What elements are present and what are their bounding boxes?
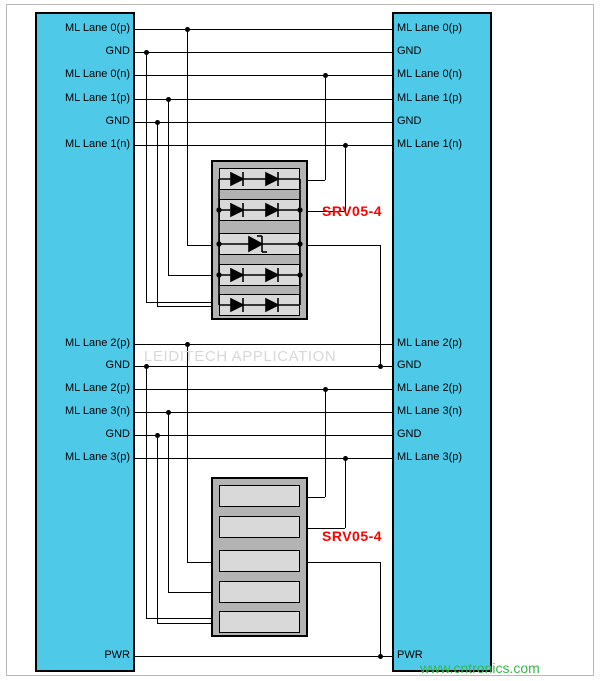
watermark-text: LEIDITECH APPLICATION xyxy=(144,348,337,365)
left-pin-label-11: ML Lane 3(p) xyxy=(64,451,130,463)
right-pin-label-1: GND xyxy=(397,45,422,57)
tvs-bottom-cell-5 xyxy=(219,611,300,633)
right-pin-label-12: PWR xyxy=(397,649,423,661)
site-watermark: www.cntronics.com xyxy=(420,660,540,676)
right-pin-label-8: ML Lane 2(p) xyxy=(397,382,463,394)
left-pin-label-6: ML Lane 2(p) xyxy=(64,337,130,349)
right-pin-label-6: ML Lane 2(p) xyxy=(397,337,463,349)
right-pin-label-0: ML Lane 0(p) xyxy=(397,22,463,34)
left-pin-label-12: PWR xyxy=(104,649,130,661)
right-pin-label-5: ML Lane 1(n) xyxy=(397,138,463,150)
left-pin-label-5: ML Lane 1(n) xyxy=(64,138,130,150)
right-pin-label-10: GND xyxy=(397,428,422,440)
right-pin-label-11: ML Lane 3(p) xyxy=(397,451,463,463)
left-pin-label-3: ML Lane 1(p) xyxy=(64,92,130,104)
left-pin-label-8: ML Lane 2(p) xyxy=(64,382,130,394)
left-pin-label-1: GND xyxy=(105,45,130,57)
right-pin-label-2: ML Lane 0(n) xyxy=(397,68,463,80)
tvs-bottom-cell-1 xyxy=(219,485,300,507)
part-label-top: SRV05-4 xyxy=(322,203,383,219)
left-pin-label-10: GND xyxy=(105,428,130,440)
tvs-bottom-cell-4 xyxy=(219,581,300,603)
left-pin-label-4: GND xyxy=(105,115,130,127)
part-label-bottom: SRV05-4 xyxy=(322,528,383,544)
left-pin-label-7: GND xyxy=(105,359,130,371)
left-pin-label-2: ML Lane 0(n) xyxy=(64,68,130,80)
right-pin-label-7: GND xyxy=(397,359,422,371)
right-pin-label-9: ML Lane 3(n) xyxy=(397,405,463,417)
tvs-bottom-cell-2 xyxy=(219,516,300,538)
right-pin-label-4: GND xyxy=(397,115,422,127)
right-pin-label-3: ML Lane 1(p) xyxy=(397,92,463,104)
tvs-bottom-cell-3 xyxy=(219,550,300,572)
left-pin-label-9: ML Lane 3(n) xyxy=(64,405,130,417)
left-pin-label-0: ML Lane 0(p) xyxy=(64,22,130,34)
